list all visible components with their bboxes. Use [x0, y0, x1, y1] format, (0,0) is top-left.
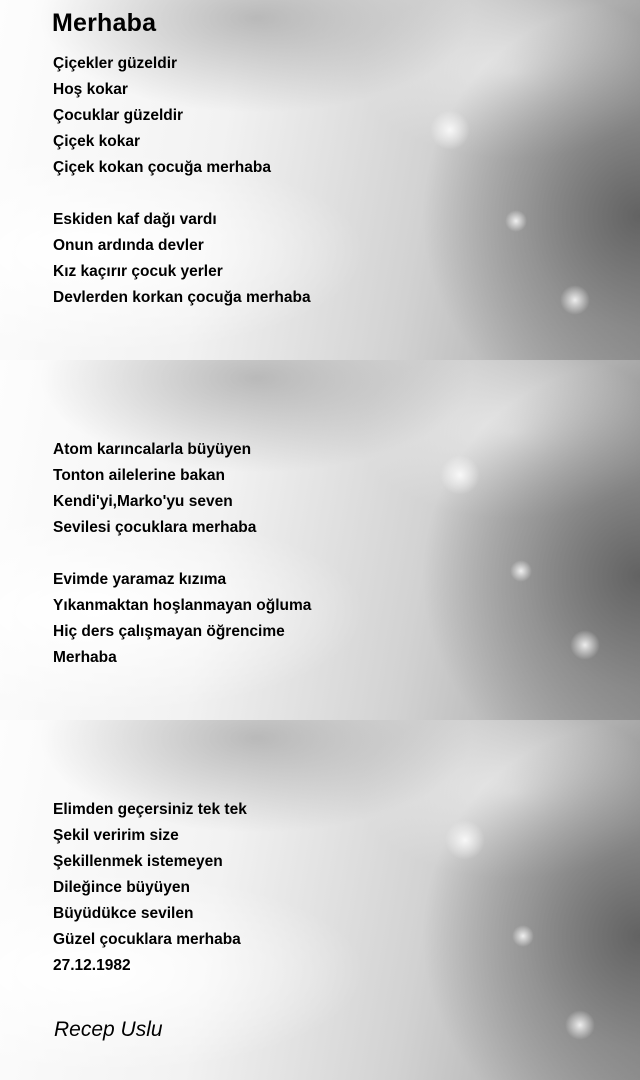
bokeh-light	[440, 455, 480, 495]
poem-line: Dileğince büyüyen	[53, 879, 190, 896]
poem-title: Merhaba	[52, 9, 157, 37]
poem-line: Onun ardında devler	[53, 237, 204, 254]
poem-line: Kendi'yi,Marko'yu seven	[53, 493, 233, 510]
poem-panel-2	[0, 360, 640, 720]
poem-line: Hoş kokar	[53, 81, 128, 98]
stanza-break	[53, 541, 311, 567]
bokeh-light	[570, 630, 600, 660]
poem-line: Elimden geçersiniz tek tek	[53, 801, 247, 818]
poem-line: Güzel çocuklara merhaba	[53, 931, 241, 948]
poem-line: Şekillenmek istemeyen	[53, 853, 223, 870]
poem-line: Merhaba	[53, 649, 117, 666]
poem-line: Tonton ailelerine bakan	[53, 467, 225, 484]
poem-line: Evimde yaramaz kızıma	[53, 571, 227, 588]
poem-panel-3	[0, 720, 640, 1080]
bokeh-light	[560, 285, 590, 315]
poem-stanza-group-2	[53, 437, 311, 671]
poem-date: 27.12.1982	[53, 957, 131, 974]
bokeh-light	[430, 110, 470, 150]
poem-line: Yıkanmaktan hoşlanmayan oğluma	[53, 597, 312, 614]
poem-line: Kız kaçırır çocuk yerler	[53, 263, 223, 280]
bokeh-light	[445, 820, 485, 860]
poem-line: Çocuklar güzeldir	[53, 107, 184, 124]
poem-line: Devlerden korkan çocuğa merhaba	[53, 289, 311, 306]
poem-line: Çiçekler güzeldir	[53, 55, 178, 72]
poem-line: Çiçek kokar	[53, 133, 141, 150]
poem-stanza-group-3	[53, 797, 247, 979]
poem-author: Recep Uslu	[54, 1018, 163, 1041]
poem-panel-1	[0, 0, 640, 360]
poem-line: Hiç ders çalışmayan öğrencime	[53, 623, 285, 640]
poem-line: Eskiden kaf dağı vardı	[53, 211, 217, 228]
poem-line: Şekil veririm size	[53, 827, 179, 844]
bokeh-light	[565, 1010, 595, 1040]
poem-line: Çiçek kokan çocuğa merhaba	[53, 159, 271, 176]
bokeh-light	[510, 560, 532, 582]
poem-line: Sevilesi çocuklara merhaba	[53, 519, 257, 536]
stanza-break	[53, 181, 311, 207]
bokeh-light	[505, 210, 527, 232]
poem-line: Büyüdükce sevilen	[53, 905, 194, 922]
bokeh-light	[512, 925, 534, 947]
poem-line: Atom karıncalarla büyüyen	[53, 441, 252, 458]
poem-stanza-group-1	[53, 51, 311, 311]
